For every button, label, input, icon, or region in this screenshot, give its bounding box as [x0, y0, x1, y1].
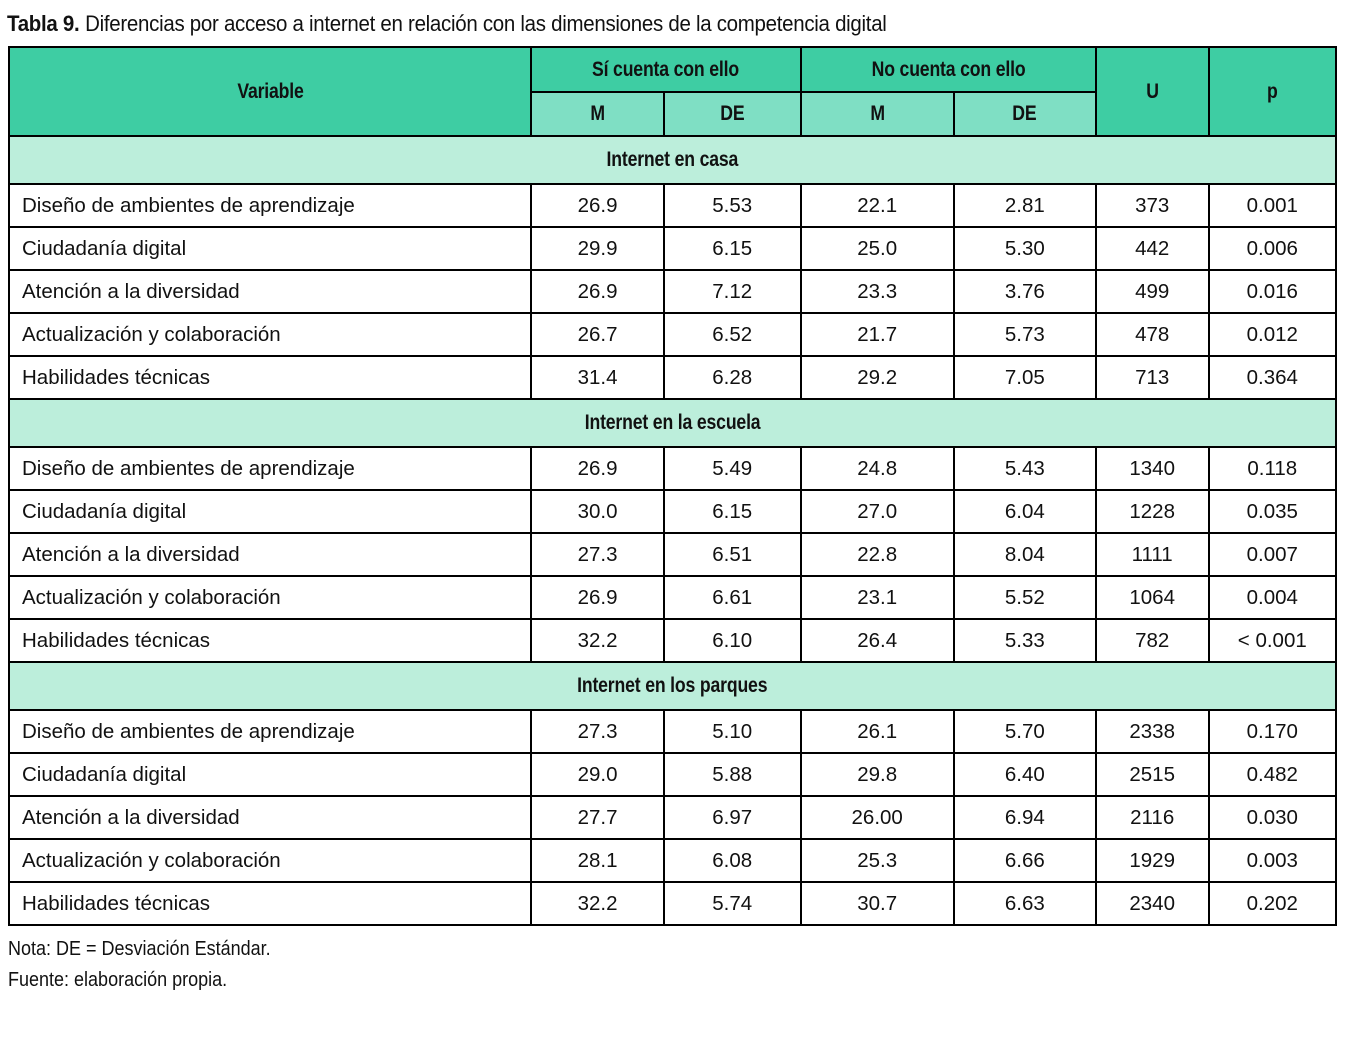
section-header [9, 662, 1336, 710]
column-header-m-no: M [801, 92, 954, 136]
section-band-row [9, 662, 1336, 710]
p-cell: 0.482 [1209, 753, 1336, 796]
no-m-cell: 22.1 [801, 184, 954, 227]
no-m-cell: 22.8 [801, 533, 954, 576]
variable-cell: Actualización y colaboración [9, 313, 531, 356]
table-row [9, 619, 1336, 662]
table-row [9, 839, 1336, 882]
p-cell: 0.012 [1209, 313, 1336, 356]
no-m-cell: 26.1 [801, 710, 954, 753]
yes-de-cell: 5.88 [664, 753, 801, 796]
no-m-cell: 25.0 [801, 227, 954, 270]
table-row [9, 356, 1336, 399]
u-cell: 1111 [1096, 533, 1209, 576]
table-row [9, 227, 1336, 270]
table-row [9, 184, 1336, 227]
p-cell: 0.016 [1209, 270, 1336, 313]
yes-de-cell: 5.10 [664, 710, 801, 753]
table-notes [8, 934, 1345, 996]
no-m-cell: 21.7 [801, 313, 954, 356]
column-header-m-yes: M [531, 92, 664, 136]
yes-m-cell: 32.2 [531, 882, 664, 925]
variable-cell: Habilidades técnicas [9, 356, 531, 399]
no-de-cell: 5.30 [954, 227, 1096, 270]
p-cell: 0.364 [1209, 356, 1336, 399]
yes-m-cell: 28.1 [531, 839, 664, 882]
p-cell: 0.202 [1209, 882, 1336, 925]
yes-m-cell: 26.7 [531, 313, 664, 356]
variable-cell: Actualización y colaboración [9, 839, 531, 882]
yes-de-cell: 6.52 [664, 313, 801, 356]
column-header-p: p [1209, 47, 1336, 136]
no-de-cell: 5.70 [954, 710, 1096, 753]
no-m-cell: 23.1 [801, 576, 954, 619]
variable-cell: Atención a la diversidad [9, 796, 531, 839]
p-cell: 0.118 [1209, 447, 1336, 490]
yes-de-cell: 5.74 [664, 882, 801, 925]
results-table [8, 46, 1337, 926]
yes-m-cell: 26.9 [531, 576, 664, 619]
variable-cell: Diseño de ambientes de aprendizaje [9, 710, 531, 753]
yes-m-cell: 31.4 [531, 356, 664, 399]
no-de-cell: 2.81 [954, 184, 1096, 227]
u-cell: 1064 [1096, 576, 1209, 619]
no-m-cell: 23.3 [801, 270, 954, 313]
variable-cell: Actualización y colaboración [9, 576, 531, 619]
table-caption-text: Diferencias por acceso a internet en relación con las dimensiones de la competencia digital [85, 11, 887, 36]
section-header-label: Internet en la escuela [584, 411, 761, 434]
p-cell: < 0.001 [1209, 619, 1336, 662]
table-body [9, 136, 1336, 925]
table-row [9, 753, 1336, 796]
no-de-cell: 5.33 [954, 619, 1096, 662]
variable-cell: Diseño de ambientes de aprendizaje [9, 184, 531, 227]
u-cell: 713 [1096, 356, 1209, 399]
yes-m-cell: 32.2 [531, 619, 664, 662]
table-header [9, 47, 1336, 136]
u-cell: 1228 [1096, 490, 1209, 533]
yes-de-cell: 6.51 [664, 533, 801, 576]
p-cell: 0.030 [1209, 796, 1336, 839]
section-header-label: Internet en casa [606, 148, 739, 171]
table-row [9, 447, 1336, 490]
section-header-label: Internet en los parques [577, 674, 768, 697]
yes-m-cell: 26.9 [531, 447, 664, 490]
table-row [9, 710, 1336, 753]
p-cell: 0.007 [1209, 533, 1336, 576]
no-de-cell: 5.52 [954, 576, 1096, 619]
yes-m-cell: 27.3 [531, 710, 664, 753]
table-caption-label: Tabla 9. [7, 11, 80, 36]
u-cell: 2515 [1096, 753, 1209, 796]
no-de-cell: 6.40 [954, 753, 1096, 796]
column-header-de-yes: DE [664, 92, 801, 136]
variable-cell: Habilidades técnicas [9, 882, 531, 925]
p-cell: 0.006 [1209, 227, 1336, 270]
yes-m-cell: 26.9 [531, 184, 664, 227]
column-header-u: U [1096, 47, 1209, 136]
variable-cell: Habilidades técnicas [9, 619, 531, 662]
yes-de-cell: 6.15 [664, 227, 801, 270]
no-de-cell: 5.43 [954, 447, 1096, 490]
yes-de-cell: 6.08 [664, 839, 801, 882]
yes-m-cell: 26.9 [531, 270, 664, 313]
p-cell: 0.001 [1209, 184, 1336, 227]
section-band-row [9, 399, 1336, 447]
yes-m-cell: 30.0 [531, 490, 664, 533]
u-cell: 442 [1096, 227, 1209, 270]
yes-m-cell: 27.7 [531, 796, 664, 839]
no-m-cell: 29.8 [801, 753, 954, 796]
no-m-cell: 26.4 [801, 619, 954, 662]
yes-de-cell: 7.12 [664, 270, 801, 313]
yes-de-cell: 6.10 [664, 619, 801, 662]
no-de-cell: 6.63 [954, 882, 1096, 925]
variable-cell: Ciudadanía digital [9, 753, 531, 796]
table-row [9, 490, 1336, 533]
u-cell: 478 [1096, 313, 1209, 356]
u-cell: 1929 [1096, 839, 1209, 882]
yes-de-cell: 6.15 [664, 490, 801, 533]
no-m-cell: 30.7 [801, 882, 954, 925]
column-header-de-no: DE [954, 92, 1096, 136]
u-cell: 782 [1096, 619, 1209, 662]
column-group-yes: Sí cuenta con ello [531, 47, 800, 92]
no-m-cell: 29.2 [801, 356, 954, 399]
p-cell: 0.003 [1209, 839, 1336, 882]
yes-m-cell: 27.3 [531, 533, 664, 576]
no-de-cell: 5.73 [954, 313, 1096, 356]
p-cell: 0.035 [1209, 490, 1336, 533]
u-cell: 2340 [1096, 882, 1209, 925]
u-cell: 373 [1096, 184, 1209, 227]
u-cell: 2338 [1096, 710, 1209, 753]
no-m-cell: 24.8 [801, 447, 954, 490]
no-m-cell: 25.3 [801, 839, 954, 882]
variable-cell: Diseño de ambientes de aprendizaje [9, 447, 531, 490]
table-row [9, 313, 1336, 356]
variable-cell: Ciudadanía digital [9, 227, 531, 270]
source-line: Fuente: elaboración propia. [8, 969, 228, 991]
u-cell: 1340 [1096, 447, 1209, 490]
yes-m-cell: 29.9 [531, 227, 664, 270]
variable-cell: Ciudadanía digital [9, 490, 531, 533]
no-de-cell: 8.04 [954, 533, 1096, 576]
variable-cell: Atención a la diversidad [9, 533, 531, 576]
table-row [9, 796, 1336, 839]
no-de-cell: 6.66 [954, 839, 1096, 882]
p-cell: 0.004 [1209, 576, 1336, 619]
no-de-cell: 6.04 [954, 490, 1096, 533]
yes-de-cell: 6.97 [664, 796, 801, 839]
table-row [9, 576, 1336, 619]
yes-m-cell: 29.0 [531, 753, 664, 796]
variable-cell: Atención a la diversidad [9, 270, 531, 313]
no-m-cell: 26.00 [801, 796, 954, 839]
p-cell: 0.170 [1209, 710, 1336, 753]
no-de-cell: 3.76 [954, 270, 1096, 313]
table-row [9, 270, 1336, 313]
section-header [9, 136, 1336, 184]
section-band-row [9, 136, 1336, 184]
table-row [9, 882, 1336, 925]
column-header-variable: Variable [9, 47, 531, 136]
no-de-cell: 6.94 [954, 796, 1096, 839]
yes-de-cell: 5.49 [664, 447, 801, 490]
yes-de-cell: 5.53 [664, 184, 801, 227]
yes-de-cell: 6.61 [664, 576, 801, 619]
note-line: Nota: DE = Desviación Estándar. [8, 938, 271, 960]
u-cell: 2116 [1096, 796, 1209, 839]
no-m-cell: 27.0 [801, 490, 954, 533]
table-caption [7, 11, 1345, 37]
section-header [9, 399, 1336, 447]
column-group-no: No cuenta con ello [801, 47, 1096, 92]
table-row [9, 533, 1336, 576]
yes-de-cell: 6.28 [664, 356, 801, 399]
no-de-cell: 7.05 [954, 356, 1096, 399]
u-cell: 499 [1096, 270, 1209, 313]
